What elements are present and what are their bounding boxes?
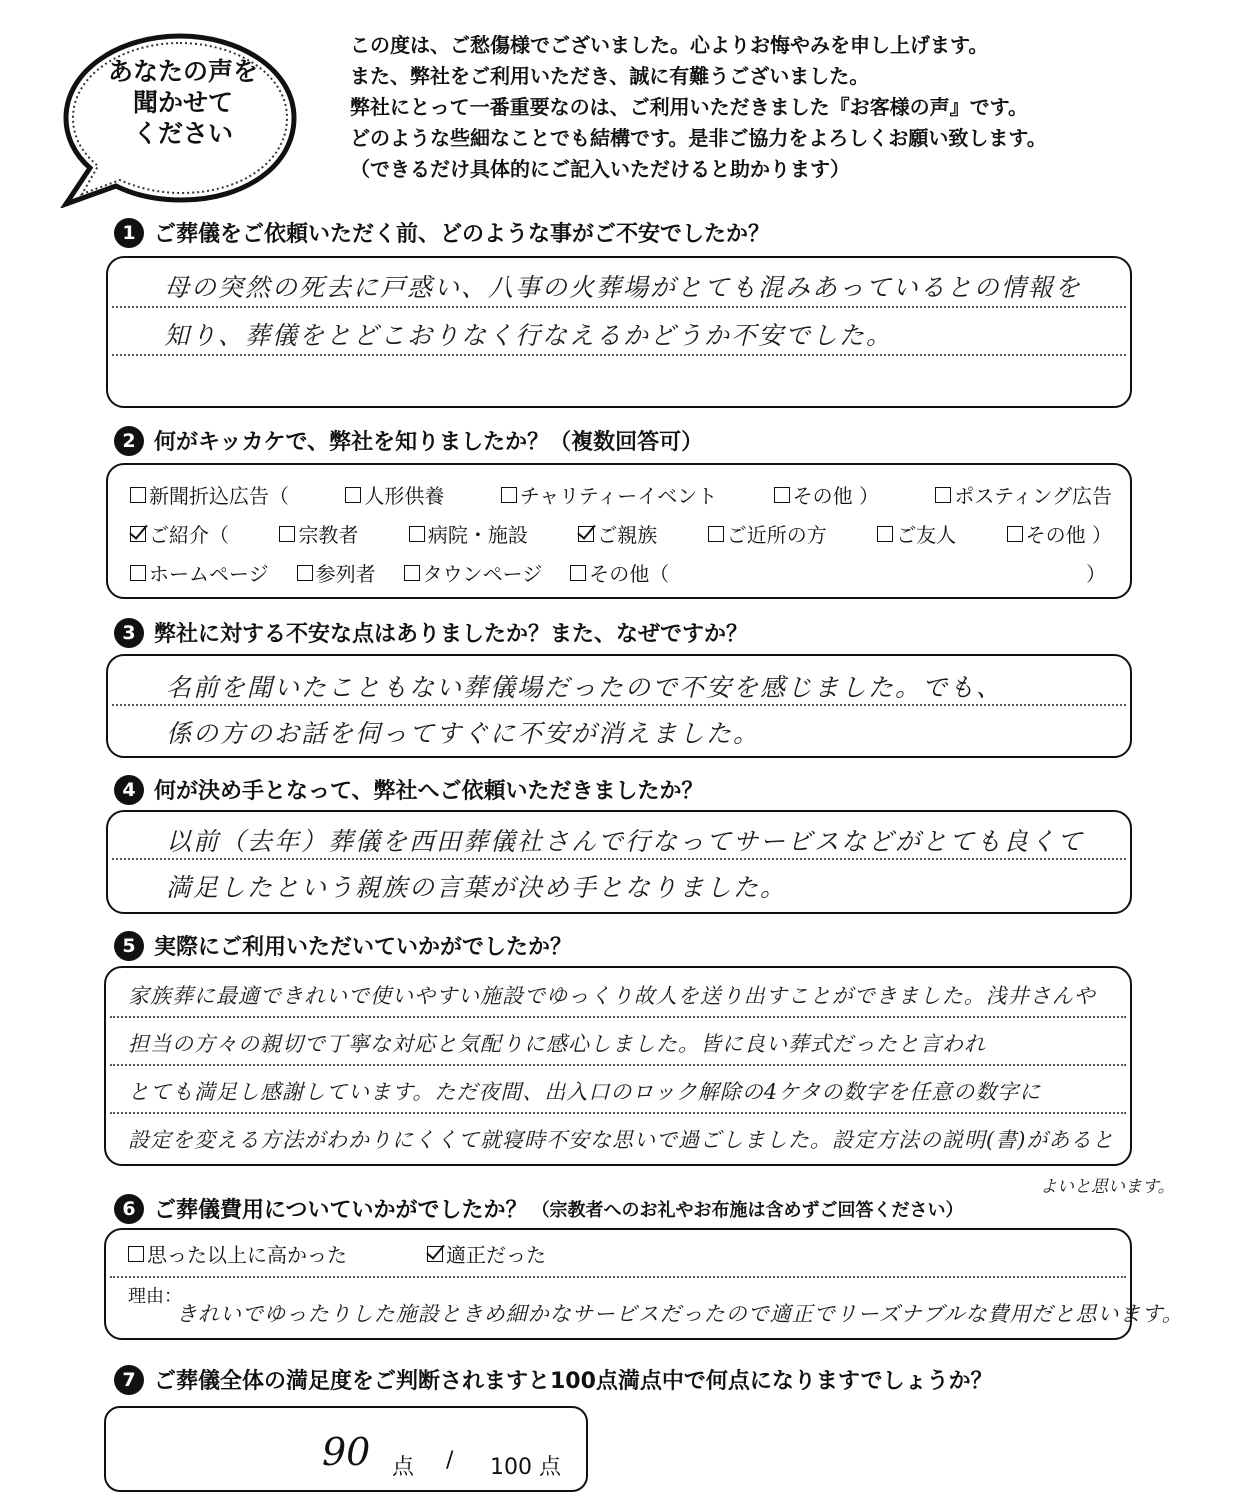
checkbox-icon[interactable] <box>404 565 420 581</box>
handwritten-answer-line: 満足したという親族の言葉が決め手となりました。 <box>166 873 788 902</box>
option-newspaper-insert[interactable]: 新聞折込広告（ <box>130 480 289 509</box>
checkbox-icon[interactable] <box>130 487 146 503</box>
handwritten-answer-line: 名前を聞いたこともない葬儀場だったので不安を感じました。でも、 <box>166 673 1004 702</box>
options-row <box>130 514 1112 553</box>
options-row <box>130 553 1112 592</box>
bubble-line: 聞かせて <box>132 88 233 117</box>
checkbox-icon[interactable] <box>935 487 951 503</box>
score-max: 100 点 <box>490 1455 561 1480</box>
question-text: ご葬儀費用についていかがでしたか？ <box>154 1198 528 1223</box>
handwritten-answer-line: 担当の方々の親切で丁寧な対応と気配りに感心しました。皆に良い葬式だったと言われ <box>128 1032 986 1056</box>
checkbox-checked-icon[interactable] <box>130 526 146 542</box>
bubble-line: あなたの声を <box>107 57 258 86</box>
handwritten-answer-line: 知り、葬儀をとどこおりなく行なえるかどうか不安でした。 <box>164 321 894 350</box>
question-3-heading <box>114 617 748 648</box>
option-charity-event[interactable]: チャリティーイベント <box>501 480 717 509</box>
score-value: 90 <box>322 1430 371 1474</box>
reason-label: 理由： <box>128 1286 182 1307</box>
option-posting-ad[interactable]: ポスティング広告 <box>935 480 1112 509</box>
checkbox-icon[interactable] <box>345 487 361 503</box>
option-neighbors[interactable]: ご近所の方 <box>708 519 827 548</box>
checkbox-icon[interactable] <box>409 526 425 542</box>
handwritten-answer-continuation: よいと思います。 <box>1040 1177 1175 1197</box>
closing-paren: ） <box>1086 562 1106 586</box>
checkbox-icon[interactable] <box>708 526 724 542</box>
option-hospital[interactable]: 病院・施設 <box>409 519 528 548</box>
options-row <box>128 1234 1112 1273</box>
handwritten-answer-line: 家族葬に最適できれいで使いやすい施設でゆっくり故人を送り出すことができました。浅井さんや <box>128 984 1096 1008</box>
checkbox-checked-icon[interactable] <box>427 1246 443 1262</box>
question-5-answer-box[interactable] <box>104 966 1132 1166</box>
score-slash: / <box>446 1448 454 1473</box>
question-6-heading <box>114 1193 964 1224</box>
option-referral[interactable]: ご紹介（ <box>130 519 229 548</box>
question-4-heading <box>114 774 704 805</box>
question-4-answer-box[interactable] <box>106 810 1132 914</box>
intro-line: この度は、ご愁傷様でございました。心よりお悔やみを申し上げます。 <box>350 33 989 57</box>
checkbox-icon[interactable] <box>501 487 517 503</box>
question-2-options-box <box>106 463 1132 599</box>
options-row <box>130 475 1112 514</box>
intro-text <box>350 30 1230 185</box>
question-text: 弊社に対する不安な点はありましたか？また、なぜですか？ <box>154 622 749 647</box>
score-unit: 点 <box>392 1455 415 1480</box>
checkbox-icon[interactable] <box>570 565 586 581</box>
question-number-badge: 3 <box>114 618 144 648</box>
handwritten-reason[interactable]: きれいでゆったりした施設ときめ細かなサービスだったので適正でリーズナブルな費用だと思います。 <box>176 1302 1184 1326</box>
option-other-1[interactable]: その他 ） <box>774 480 879 509</box>
question-2-heading <box>114 425 703 456</box>
intro-line: また、弊社をご利用いただき、誠に有難うございました。 <box>350 64 870 88</box>
intro-line: （できるだけ具体的にご記入いただけると助かります） <box>350 157 850 181</box>
handwritten-answer-line: 母の突然の死去に戸惑い、八事の火葬場がとても混みあっているとの情報を <box>164 273 1082 302</box>
question-text: 実際にご利用いただいていかがでしたか？ <box>154 935 573 960</box>
question-1-heading <box>114 217 770 248</box>
question-number-badge: 2 <box>114 426 144 456</box>
score-box[interactable] <box>104 1406 588 1492</box>
question-number-badge: 7 <box>114 1365 144 1395</box>
checkbox-icon[interactable] <box>279 526 295 542</box>
question-text: ご葬儀全体の満足度をご判断されますと100点満点中で何点になりますでしょうか？ <box>154 1369 993 1394</box>
question-number-badge: 4 <box>114 775 144 805</box>
question-number-badge: 1 <box>114 218 144 248</box>
question-1-answer-box[interactable] <box>106 256 1132 408</box>
question-number-badge: 6 <box>114 1194 144 1224</box>
option-friends[interactable]: ご友人 <box>877 519 956 548</box>
checkbox-icon[interactable] <box>297 565 313 581</box>
question-note: （宗教者へのお礼やお布施は含めずご回答ください） <box>531 1199 964 1221</box>
option-reasonable[interactable]: 適正だった <box>427 1239 546 1268</box>
checkbox-checked-icon[interactable] <box>578 526 594 542</box>
option-relatives[interactable]: ご親族 <box>578 519 657 548</box>
checkbox-icon[interactable] <box>774 487 790 503</box>
question-7-heading <box>114 1364 993 1395</box>
question-5-heading <box>114 930 572 961</box>
option-town-page[interactable]: タウンページ <box>404 558 543 587</box>
checkbox-icon[interactable] <box>130 565 146 581</box>
bubble-line: ください <box>132 119 233 148</box>
option-doll-memorial[interactable]: 人形供養 <box>345 480 444 509</box>
intro-line: 弊社にとって一番重要なのは、ご利用いただきました『お客様の声』です。 <box>350 95 1028 119</box>
handwritten-answer-line: とても満足し感謝しています。ただ夜間、出入口のロック解除の4ケタの数字を任意の数字に <box>128 1080 1042 1104</box>
option-other-2[interactable]: その他 ） <box>1007 519 1112 548</box>
checkbox-icon[interactable] <box>1007 526 1023 542</box>
option-more-expensive[interactable]: 思った以上に高かった <box>128 1239 347 1268</box>
handwritten-answer-line: 係の方のお話を伺ってすぐに不安が消えました。 <box>166 719 761 748</box>
question-number-badge: 5 <box>114 931 144 961</box>
option-homepage[interactable]: ホームページ <box>130 558 269 587</box>
question-text: 何が決め手となって、弊社へご依頼いただきましたか？ <box>154 779 704 804</box>
question-text: 何がキッカケで、弊社を知りましたか？（複数回答可） <box>154 430 704 455</box>
handwritten-answer-line: 以前（去年）葬儀を西田葬儀社さんで行なってサービスなどがとても良くて <box>166 827 1085 856</box>
option-attendee[interactable]: 参列者 <box>297 558 376 587</box>
question-text: ご葬儀をご依頼いただく前、どのような事がご不安でしたか？ <box>154 222 771 247</box>
question-3-answer-box[interactable] <box>106 654 1132 758</box>
handwritten-answer-line: 設定を変える方法がわかりにくくて就寝時不安な思いで過ごしました。設定方法の説明(書)があると <box>128 1128 1115 1152</box>
option-religious[interactable]: 宗教者 <box>279 519 358 548</box>
intro-line: どのような些細なことでも結構です。是非ご協力をよろしくお願い致します。 <box>350 126 1047 150</box>
question-6-answer-box <box>104 1228 1184 1340</box>
checkbox-icon[interactable] <box>877 526 893 542</box>
bubble-heading <box>84 56 282 149</box>
checkbox-icon[interactable] <box>128 1246 144 1262</box>
option-other-3[interactable]: その他（ <box>570 558 669 587</box>
